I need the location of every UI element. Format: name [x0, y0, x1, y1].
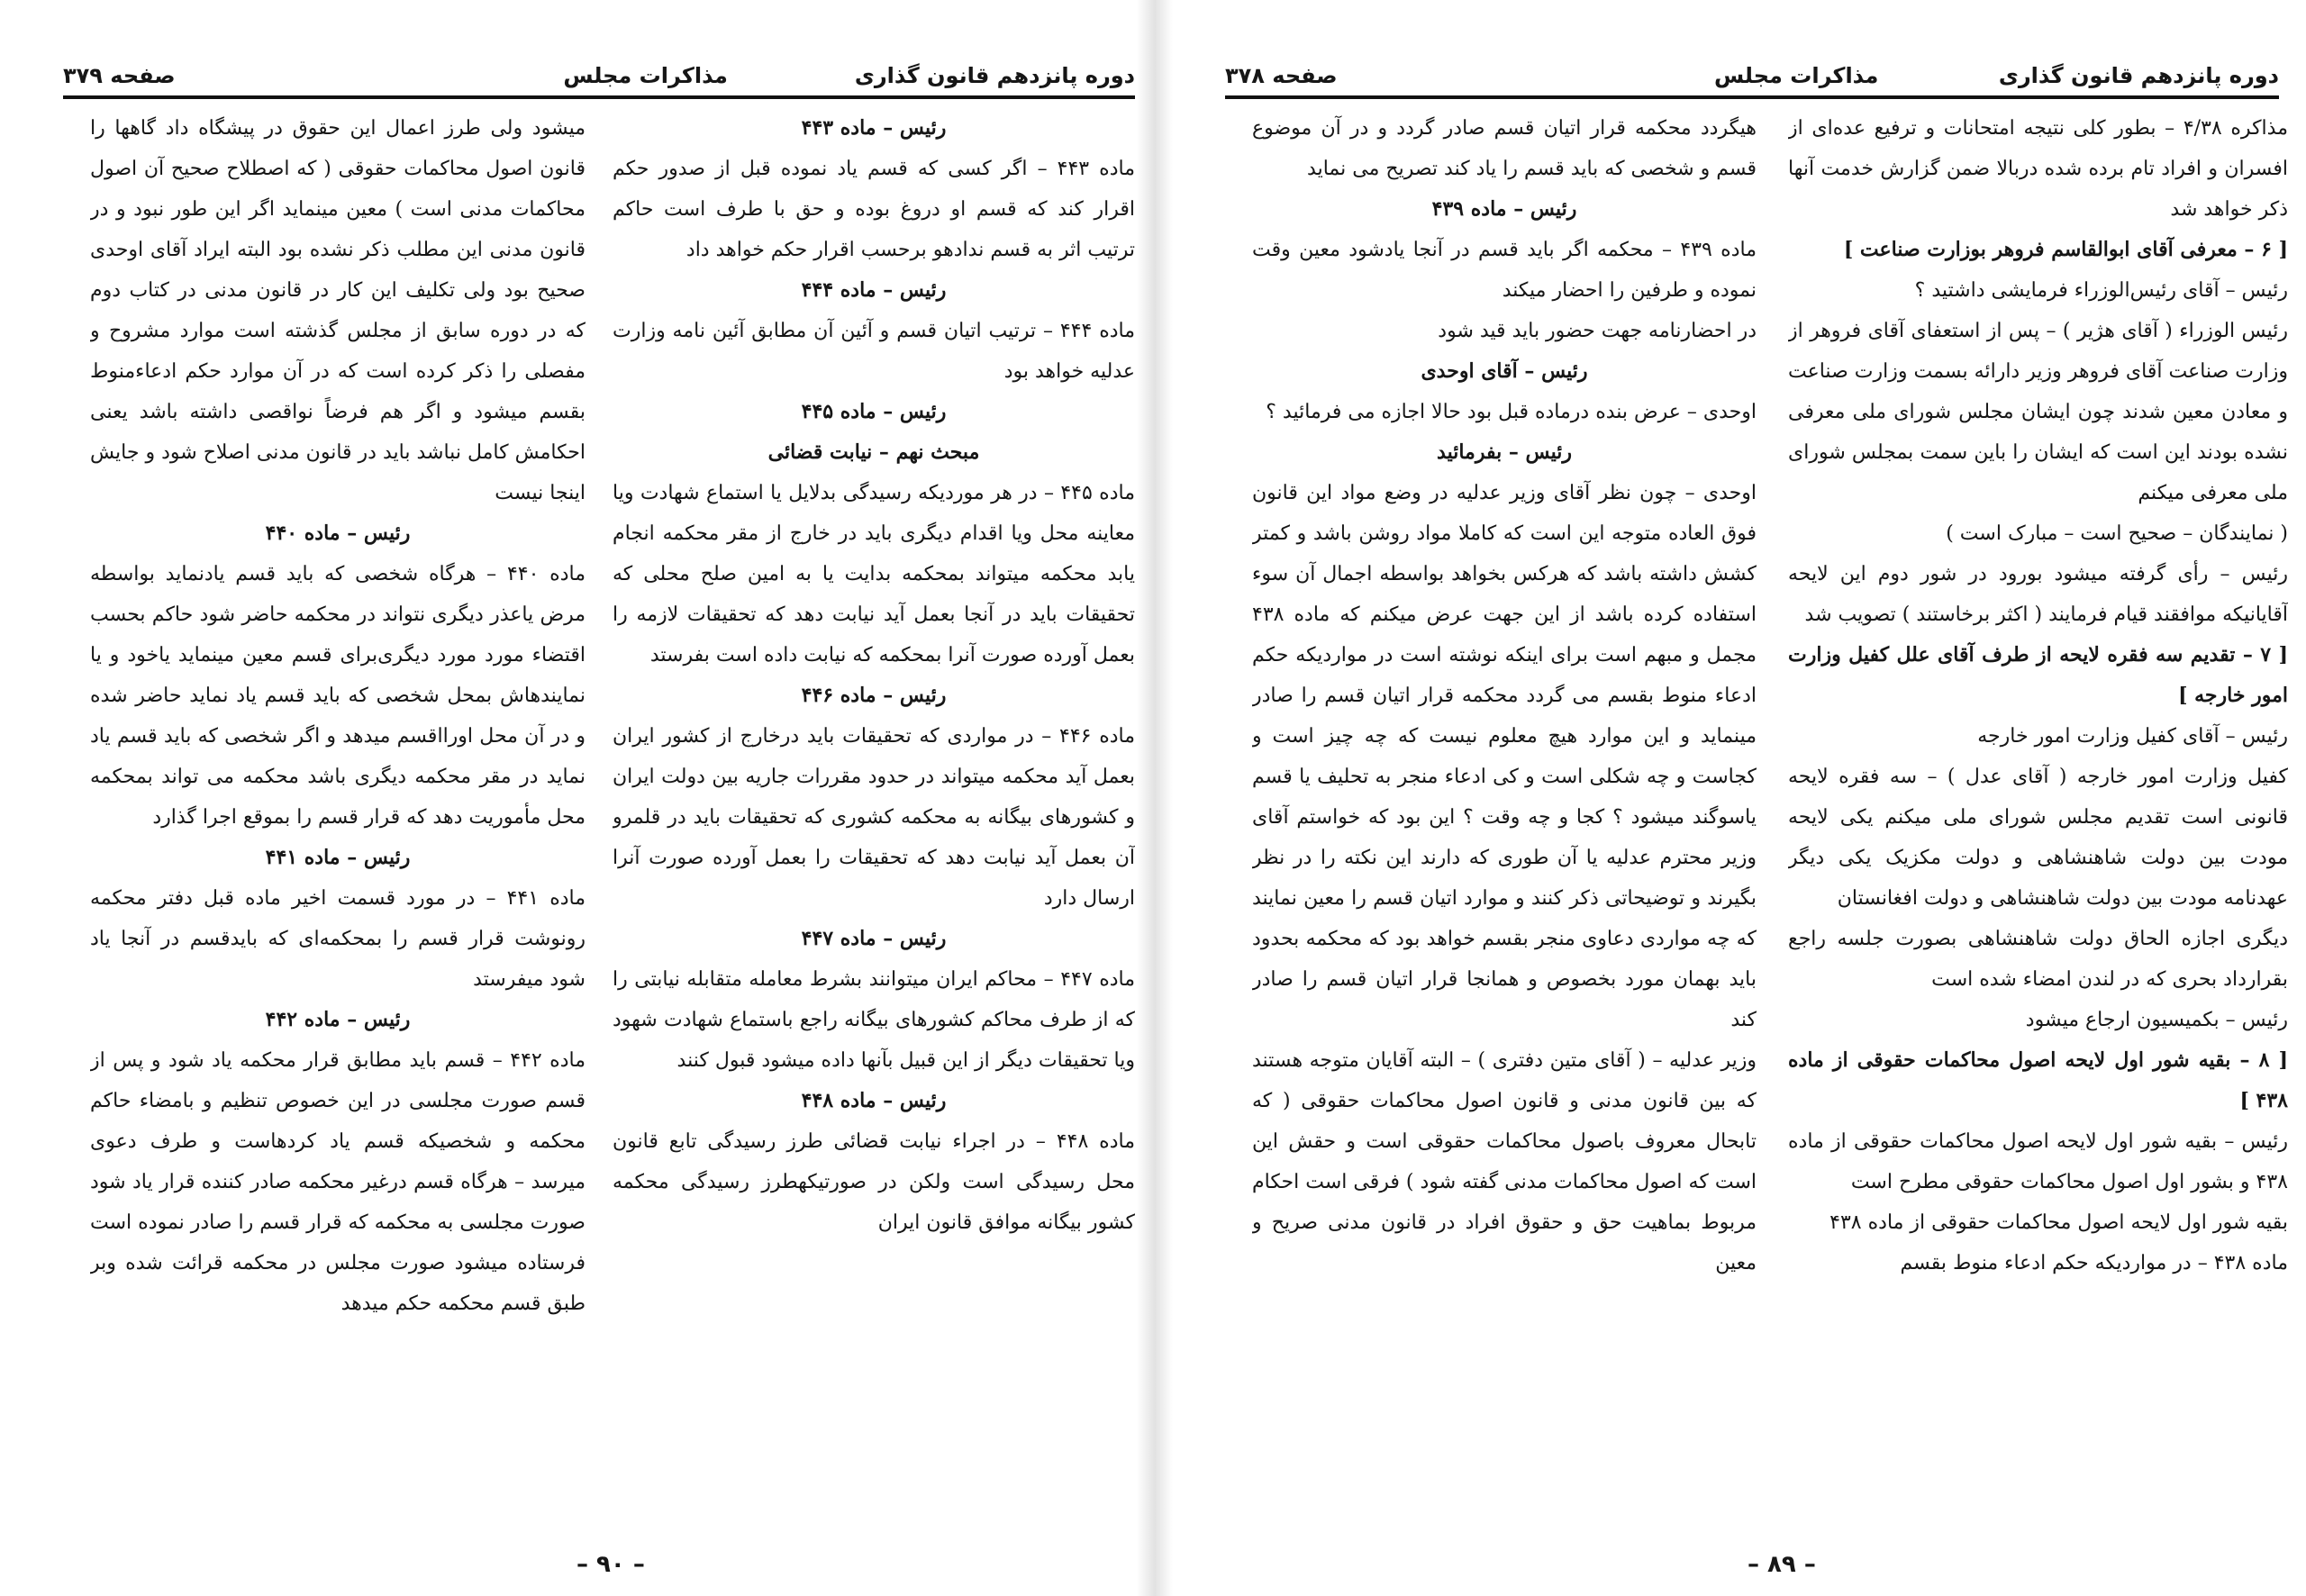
speaker-line: مبحث نهم – نیابت قضائی [767, 440, 980, 464]
speaker-line: رئیس – ماده ۴۴۱ [265, 846, 411, 869]
paragraph: ماده ۴۴۰ – هرگاه شخصی که باید قسم یادنماید بواسطه مرض یاعذر دیگری نتواند در محکمه حاضر شود حاکم بحسب اقتضاء مورد مورد دیگری‌برای قسم معین مینماید یاخود و یا نمایندهاش بمحل شخصی که باید قسم یاد نماید حاضر شده و در آن محل اورااقسم میدهد و اگر شخصی که باید قسم یاد نماید در مقر محکمه دیگری باشد محکمه می تواند بمحکمه محل مأموریت دهد که قرار قسم را بموقع اجرا گذارد [90, 563, 586, 829]
section-heading: [ ۷ – تقدیم سه فقره لایحه از طرف آقای علل کفیل وزارت امور خارجه ] [1788, 643, 2288, 707]
paragraph: ماده ۴۴۲ – قسم باید مطابق قرار محکمه یاد شود و پس از قسم صورت مجلسی در این خصوص تنظیم و بامضاء حاکم محکمه و شخصیکه قسم یاد کردهاست و طرف دعوی میرسد – هرگاه قسم درغیر محکمه صادر کننده قرار یاد شود صورت مجلسی به محکمه که قرار قسم را صادر نموده است فرستاده میشود صورت مجلس در محکمه قرائت شده وبر طبق قسم محکمه حکم میدهد [90, 1049, 586, 1315]
speaker-line: رئیس – بفرمائید [1437, 440, 1572, 464]
header-session: دوره پانزدهم قانون گذاری [854, 63, 1135, 88]
paragraph: هیگردد محکمه قرار اتیان قسم صادر گردد و در آن موضوع قسم و شخصی که باید قسم را یاد کند تصریح می نماید [1252, 117, 1757, 180]
header-session: دوره پانزدهم قانون گذاری [1998, 63, 2279, 88]
paragraph: ( نمایندگان – صحیح است – مبارک است ) [1946, 522, 2288, 545]
paragraph: اوحدی – چون نظر آقای وزیر عدلیه در وضع مواد این قانون فوق العاده متوجه این است که کاملا مواد روشن باشد و کمتر کشش داشته باشد که هرکس بخواهد بواسطه اجمال آن سوء استفاده کرده باشد از این جهت عرض میکنم که ماده ۴۳۸ مجمل و مبهم است برای اینکه نوشته است در مواردیکه حکم ادعاء منوط بقسم می گردد محکمه قرار اتیان قسم را صادر مینماید و این موارد هیچ معلوم نیست که چه چیز است و کجاست و چه شکلی است و کی ادعاء منجر به تحلیف یا قسم یاسوگند میشود ؟ کجا و چه وقت ؟ این بود که خواستم آقای وزیر محترم عدلیه یا آن طوری که دارند این نکته را در نظر بگیرند و توضیحاتی ذکر کنند و موارد اتیان قسم را معین نمایند که چه مواردی دعاوی منجر بقسم خواهد بود که محکمه بحدود باید بهمان مورد بخصوص و همانجا قرار اتیان قسم را صادر کند [1252, 482, 1757, 1031]
speaker-line: رئیس – ماده ۴۴۶ [801, 684, 947, 707]
left-page-column-left [90, 108, 586, 1549]
speaker-line: رئیس – ماده ۴۳۹ [1431, 197, 1577, 221]
paragraph: ماده ۴۴۱ – در مورد قسمت اخیر ماده قبل دفتر محکمه رونوشت قرار قسم را بمحکمه‌ای که بایدقسم در آنجا یاد شود میفرستد [90, 887, 586, 991]
section-heading: [ ۸ – بقیه شور اول لایحه اصول محاکمات حقوقی از ماده ۴۳۸ ] [1788, 1048, 2288, 1112]
right-page-footer-number: – ۸۹ – [1748, 1551, 1816, 1578]
right-page-column-left [1252, 108, 1757, 1549]
paragraph: ماده ۴۴۶ – در مواردی که تحقیقات باید درخارج از کشور ایران بعمل آید محکمه میتواند در حدود مقررات جاریه بین دولت ایران و کشورهای بیگانه به محکمه کشوری که تحقیقات باید در قلمرو آن بعمل آید نیابت دهد که تحقیقات را بعمل آورده صورت آنرا ارسال دارد [613, 725, 1135, 910]
paragraph: رئیس الوزراء ( آقای هژیر ) – پس از استعفای آقای فروهر از وزارت صناعت آقای فروهر وزیر دارائه بسمت وزارت صناعت و معادن معین شدند چون ایشان مجلس شورای ملی معرفی نشده بودند این است که ایشان را باین سمت بمجلس شورای ملی معرفی میکنم [1788, 320, 2288, 504]
paragraph: رئیس – بقیه شور اول لایحه اصول محاکمات حقوقی از ماده ۴۳۸ و بشور اول اصول محاکمات حقوقی مطرح است [1788, 1130, 2288, 1193]
paragraph: میشود ولی طرز اعمال این حقوق در پیشگاه داد گاهها را قانون اصول محاکمات حقوقی ( که اصطلاح صحیح آن اصول محاکمات مدنی است ) معین مینماید اگر این طور نبود و در قانون مدنی این مطلب ذکر نشده بود البته ایراد آقای اوحدی صحیح بود ولی تکلیف این کار در قانون مدنی در کتاب دوم که در دوره سابق از مجلس گذشته است موارد مشروح و مفصلی را ذکر کرده است که در آن موارد حکم ادعاءمنوط بقسم میشود و اگر هم فرضاً نواقصی داشته باشد یعنی احکامش کامل نباشد باید در قانون مدنی اصلاح شود و جایش اینجا نیست [90, 117, 586, 504]
speaker-line: رئیس – ماده ۴۴۷ [801, 927, 947, 950]
paragraph: مذاکره ۴/۳۸ – بطور کلی نتیجه امتحانات و ترفیع عده‌ای از افسران و افراد تام برده شده دربالا ضمن گزارش خدمت آنها ذکر خواهد شد [1788, 117, 2288, 221]
speaker-line: رئیس – ماده ۴۴۳ [801, 116, 947, 140]
paragraph: ماده ۴۳۸ – در مواردیکه حکم ادعاء منوط بقسم [1900, 1252, 2288, 1274]
paragraph: ماده ۴۴۴ – ترتیب اتیان قسم و آئین آن مطابق آئین نامه وزارت عدلیه خواهد بود [613, 320, 1135, 383]
paragraph: کفیل وزارت امور خارجه ( آقای عدل ) – سه فقره لایحه قانونی است تقدیم مجلس شورای ملی میکنم یکی لایحه مودت بین دولت شاهنشاهی و دولت مکزیک یکی دیگر عهدنامه مودت بین دولت شاهنشاهی و دولت افغانستان [1788, 766, 2288, 910]
paragraph: ماده ۴۴۷ – محاکم ایران میتوانند بشرط معامله متقابله نیابتی را که از طرف محاکم کشورهای بیگانه راجع باستماع شهادت شهود ویا تحقیقات دیگر از این قبیل بآنها داده میشود قبول کنند [613, 968, 1135, 1072]
section-heading: [ ۶ – معرفی آقای ابوالقاسم فروهر بوزارت صناعت ] [1843, 238, 2288, 261]
paragraph: رئیس – رأی گرفته میشود بورود در شور دوم این لایحه آقایانیکه موافقند قیام فرمایند ( اکثر برخاستند ) تصویب شد [1788, 563, 2288, 626]
right-page-column-right [1788, 108, 2288, 1549]
paragraph: ماده ۴۴۳ – اگر کسی که قسم یاد نموده قبل از صدور حکم اقرار کند که قسم او دروغ بوده و حق با طرف است حاکم ترتیب اثر به قسم ندادهو برحسب اقرار حکم خواهد داد [613, 158, 1135, 261]
left-page-column-right [613, 108, 1135, 1549]
paragraph: رئیس – آقای کفیل وزارت امور خارجه [1977, 725, 2288, 748]
paragraph: رئیس – آقای رئیس‌الوزراء فرمایشی داشتید ؟ [1914, 279, 2288, 302]
paragraph: رئیس – بکمیسیون ارجاع میشود [2025, 1009, 2288, 1031]
speaker-line: رئیس – آقای اوحدی [1421, 359, 1588, 383]
paragraph: ماده ۴۴۵ – در هر موردیکه رسیدگی بدلایل یا استماع شهادت ویا معاینه محل ویا اقدام دیگری باید در خارج از مقر محکمه انجام یابد محکمه میتواند بمحکمه بدایت یا به امین صلح محلی که تحقیقات باید در آنجا بعمل آید نیابت دهد که تحقیقات لازمه را بعمل آورده صورت آنرا بمحکمه که نیابت داده است بفرستد [613, 482, 1135, 667]
header-page-number: صفحه ۳۷۸ [1225, 63, 1338, 88]
paragraph: ماده ۴۳۹ – محکمه اگر باید قسم در آنجا یادشود معین وقت نموده و طرفین را احضار میکند [1252, 239, 1757, 302]
paragraph: اوحدی – عرض بنده درماده قبل بود حالا اجازه می فرمائید ؟ [1266, 401, 1757, 423]
paragraph: بقیه شور اول لایحه اصول محاکمات حقوقی از ماده ۴۳۸ [1829, 1211, 2288, 1234]
speaker-line: رئیس – ماده ۴۴۴ [801, 278, 947, 302]
paragraph: در احضارنامه جهت حضور باید قید شود [1438, 320, 1757, 342]
right-page [1162, 0, 2306, 1596]
right-page-header [1225, 59, 2279, 99]
left-page-header [63, 59, 1135, 99]
left-page-footer-number: – ۹۰ – [576, 1551, 645, 1578]
header-title: مذاکرات مجلس [1713, 63, 1879, 88]
paragraph: وزیر عدلیه – ( آقای متین دفتری ) – البته آقایان متوجه هستند که بین قانون مدنی و قانون اصول محاکمات حقوقی ( که تابحال معروف باصول محاکمات حقوقی است و حقش این است که اصول محاکمات مدنی گفته شود ) فرقی است احکام مربوط بماهیت حق و حقوق افراد در قانون مدنی صریح و معین [1252, 1049, 1757, 1274]
speaker-line: رئیس – ماده ۴۴۲ [265, 1008, 411, 1031]
header-title: مذاکرات مجلس [563, 63, 728, 88]
paragraph: ماده ۴۴۸ – در اجراء نیابت قضائی طرز رسیدگی تابع قانون محل رسیدگی است ولکن در صورتیکهطرز رسیدگی محکمه کشور بیگانه موافق قانون ایران [613, 1130, 1135, 1234]
header-page-number: صفحه ۳۷۹ [63, 63, 176, 88]
paragraph: دیگری اجازه الحاق دولت شاهنشاهی بصورت جلسه راجع بقرارداد بحری که در لندن امضاء شده است [1788, 928, 2288, 991]
speaker-line: رئیس – ماده ۴۴۸ [801, 1089, 947, 1112]
speaker-line: رئیس – ماده ۴۴۰ [265, 521, 411, 545]
speaker-line: رئیس – ماده ۴۴۵ [801, 400, 947, 423]
